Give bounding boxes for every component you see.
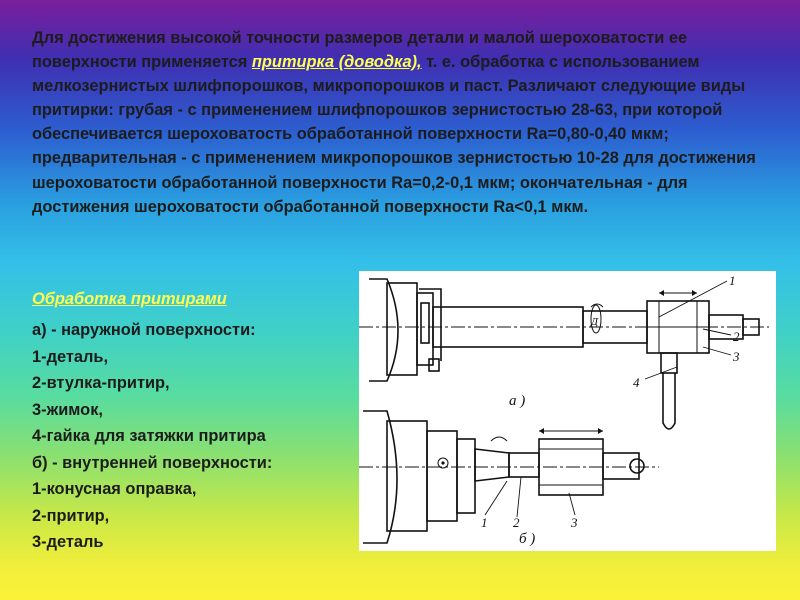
label-a-3: 3 bbox=[733, 349, 740, 364]
legend-line: а) - наружной поверхности: bbox=[32, 321, 256, 339]
label-b-2: 2 bbox=[513, 515, 520, 530]
legend-line: 3-жимок, bbox=[32, 400, 103, 419]
label-a-4: 4 bbox=[633, 375, 640, 390]
legend-line: б) - внутренней поверхности: bbox=[32, 453, 273, 472]
figure-legend bbox=[32, 317, 362, 556]
label-b-3: 3 bbox=[571, 515, 578, 530]
lapping-tools-heading[interactable]: Обработка притирами bbox=[32, 290, 227, 308]
paragraph-part-1: Для достижения высокой точности размеров детали и малой шероховатости ее поверхности применяется bbox=[32, 29, 688, 72]
main-paragraph bbox=[32, 26, 772, 219]
diagram-b bbox=[359, 411, 659, 547]
caption-a: а ) bbox=[509, 393, 526, 409]
legend-line: 2-втулка-притир, bbox=[32, 374, 170, 392]
label-arrow-d: Д bbox=[591, 316, 598, 328]
legend-line: 2-притир, bbox=[32, 506, 110, 525]
lapping-term-link[interactable]: притирка (доводка), bbox=[251, 53, 422, 72]
label-b-1: 1 bbox=[481, 515, 488, 530]
legend-line: 4-гайка для затяжки притира bbox=[32, 427, 266, 445]
legend-line: 3-деталь bbox=[32, 533, 104, 551]
legend-line: 1-конусная оправка, bbox=[32, 480, 197, 498]
lapping-diagram bbox=[359, 271, 776, 551]
paragraph-part-2: т. е. обработка с использованием мелкозернистых шлифпорошков, микропорошков и паст. Различают следующие виды притирки: грубая - с применением шлифпорошков зернистостью 28-63, при которой обеспечивается шероховатость обработанной поверхности Ra=0,80-0,40 мкм; предварительная - с применением микропорошков зернистостью 10-28 для достижения шероховатости обработанной поверхности Ra=0,2-0,1 мкм; окончательная - для достижения шероховатости обработанной поверхности Ra<0,1 мкм. bbox=[32, 53, 756, 216]
caption-b: б ) bbox=[519, 531, 536, 547]
diagram-a bbox=[359, 273, 769, 429]
label-a-1: 1 bbox=[729, 273, 736, 288]
label-a-2: 2 bbox=[733, 329, 740, 344]
legend-line: 1-деталь, bbox=[32, 347, 109, 366]
lapping-diagram-svg bbox=[359, 271, 776, 551]
